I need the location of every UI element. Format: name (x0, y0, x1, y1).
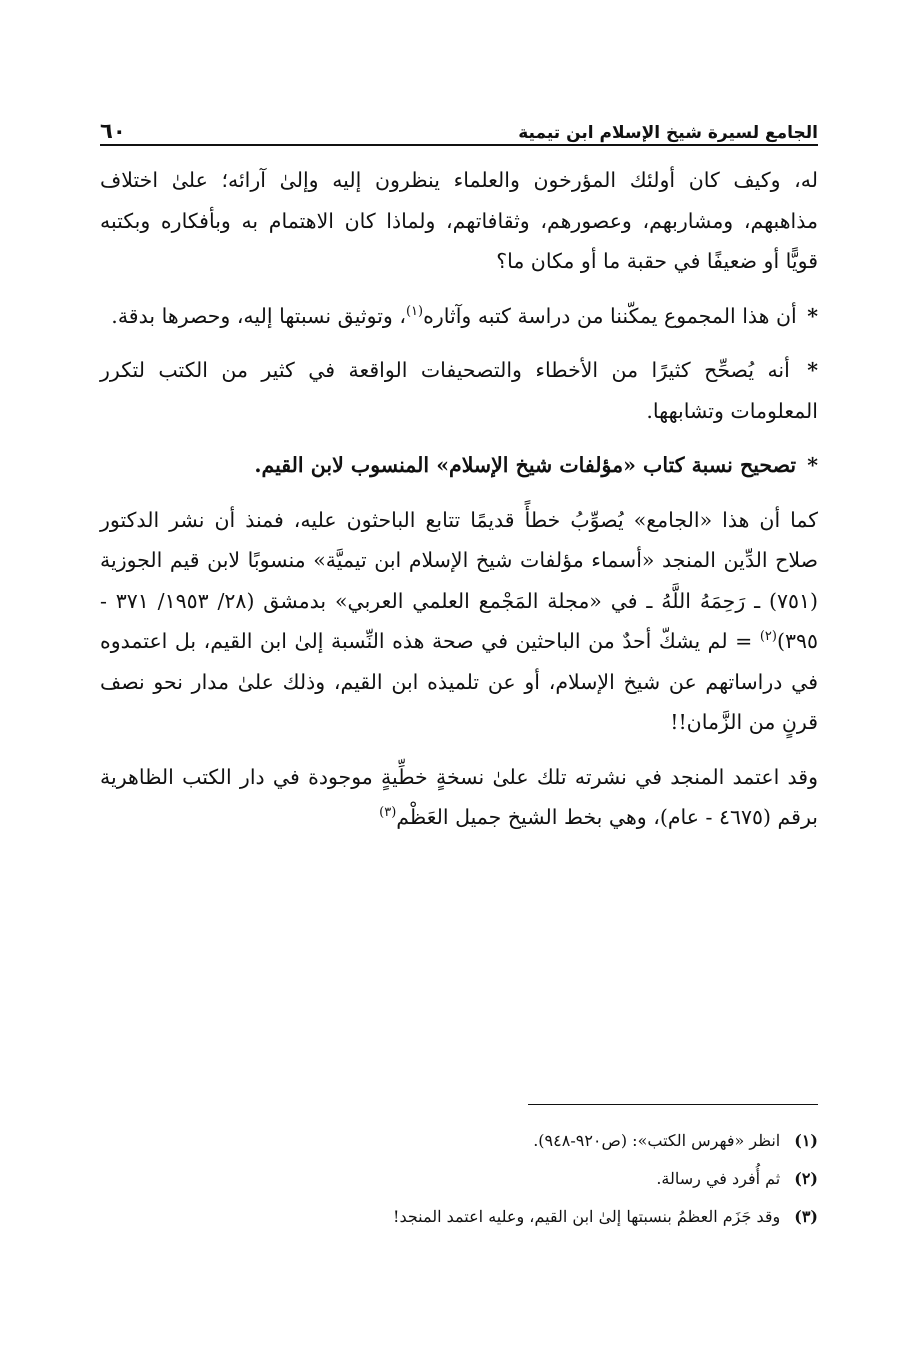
footnote-number: (٢) (794, 1169, 818, 1188)
book-page (100, 0, 818, 1366)
bullet-paragraph (100, 350, 818, 431)
footnote-item (100, 1122, 818, 1160)
paragraph (100, 757, 818, 838)
asterisk-bullet: * (807, 358, 818, 382)
asterisk-bullet: * (807, 453, 818, 477)
paragraph (100, 500, 818, 743)
footnote-text: وقد جَزَم العظمُ بنسبتها إلىٰ ابن القيم، وعليه اعتمد المنجد! (393, 1207, 781, 1226)
paragraph-text: أن هذا المجموع يمكّننا من دراسة كتبه وآثاره (423, 303, 797, 328)
running-header (100, 112, 818, 146)
footnote-ref[interactable]: (٢) (759, 629, 777, 645)
footnote-divider (528, 1104, 818, 1105)
book-title: الجامع لسيرة شيخ الإسلام ابن تيمية (518, 123, 818, 143)
footnote-number: (٣) (794, 1207, 818, 1226)
paragraph-text: أنه يُصحِّح كثيرًا من الأخطاء والتصحيفات الواقعة في كثير من الكتب لتكرر المعلومات وتشابهها. (100, 358, 818, 423)
footnote-number: (١) (794, 1131, 818, 1150)
footnote-item (100, 1160, 818, 1198)
asterisk-bullet: * (807, 303, 818, 328)
paragraph-text: له، وكيف كان أولئك المؤرخون والعلماء ينظرون إليه وإلىٰ آرائه؛ علىٰ اختلاف مذاهبهم، ومشاربهم، وعصورهم، وثقافاتهم، ولماذا كان الاهتمام به وبأفكاره وبكتبه قويًّا أو ضعيفًا في حقبة ما أو مكان ما؟ (100, 168, 818, 273)
footnote-item (100, 1198, 818, 1236)
paragraph-text: = لم يشكّ أحدٌ من الباحثين في صحة هذه النِّسبة إلىٰ ابن القيم، بل اعتمدوه في دراساتهم عن شيخ الإسلام، أو عن تلميذه ابن القيم، وذلك علىٰ مدار نحو نصف قرنٍ من الزَّمان!! (100, 629, 818, 734)
footnote-text: انظر «فهرس الكتب»: (ص٩٢٠-٩٤٨). (533, 1131, 781, 1150)
footnote-ref[interactable]: (١) (405, 303, 424, 319)
paragraph (100, 160, 818, 282)
footnotes (100, 1122, 818, 1236)
heading-text: تصحيح نسبة كتاب «مؤلفات شيخ الإسلام» المنسوب لابن القيم. (254, 453, 797, 477)
footnote-text: ثم أُفرد في رسالة. (656, 1169, 781, 1188)
paragraph-text: كما أن هذا «الجامع» يُصوِّبُ خطأً قديمًا تتابع الباحثون عليه، فمنذ أن نشر الدكتور صلاح الدِّين المنجد «أسماء مؤلفات شيخ الإسلام ابن تيميَّة» منسوبًا لابن قيم الجوزية (٧٥١) ـ رَحِمَهُ اللَّهُ ـ في «مجلة المَجْمع العلمي العربي» بدمشق (٢٨/ ١٩٥٣/ ٣٧١ - ٣٩٥) (100, 507, 818, 653)
paragraph-text: وقد اعتمد المنجد في نشرته تلك علىٰ نسخةٍ خطِّيةٍ موجودة في دار الكتب الظاهرية برقم (٤٦٧٥ - عام)، وهي بخط الشيخ جميل العَظْم (100, 764, 818, 829)
bullet-heading (100, 445, 818, 486)
page-number: ٦٠ (100, 119, 126, 143)
footnote-ref[interactable]: (٣) (379, 805, 397, 821)
main-text (100, 160, 818, 852)
bullet-paragraph (100, 296, 818, 337)
paragraph-text: ، وتوثيق نسبتها إليه، وحصرها بدقة. (111, 303, 406, 328)
